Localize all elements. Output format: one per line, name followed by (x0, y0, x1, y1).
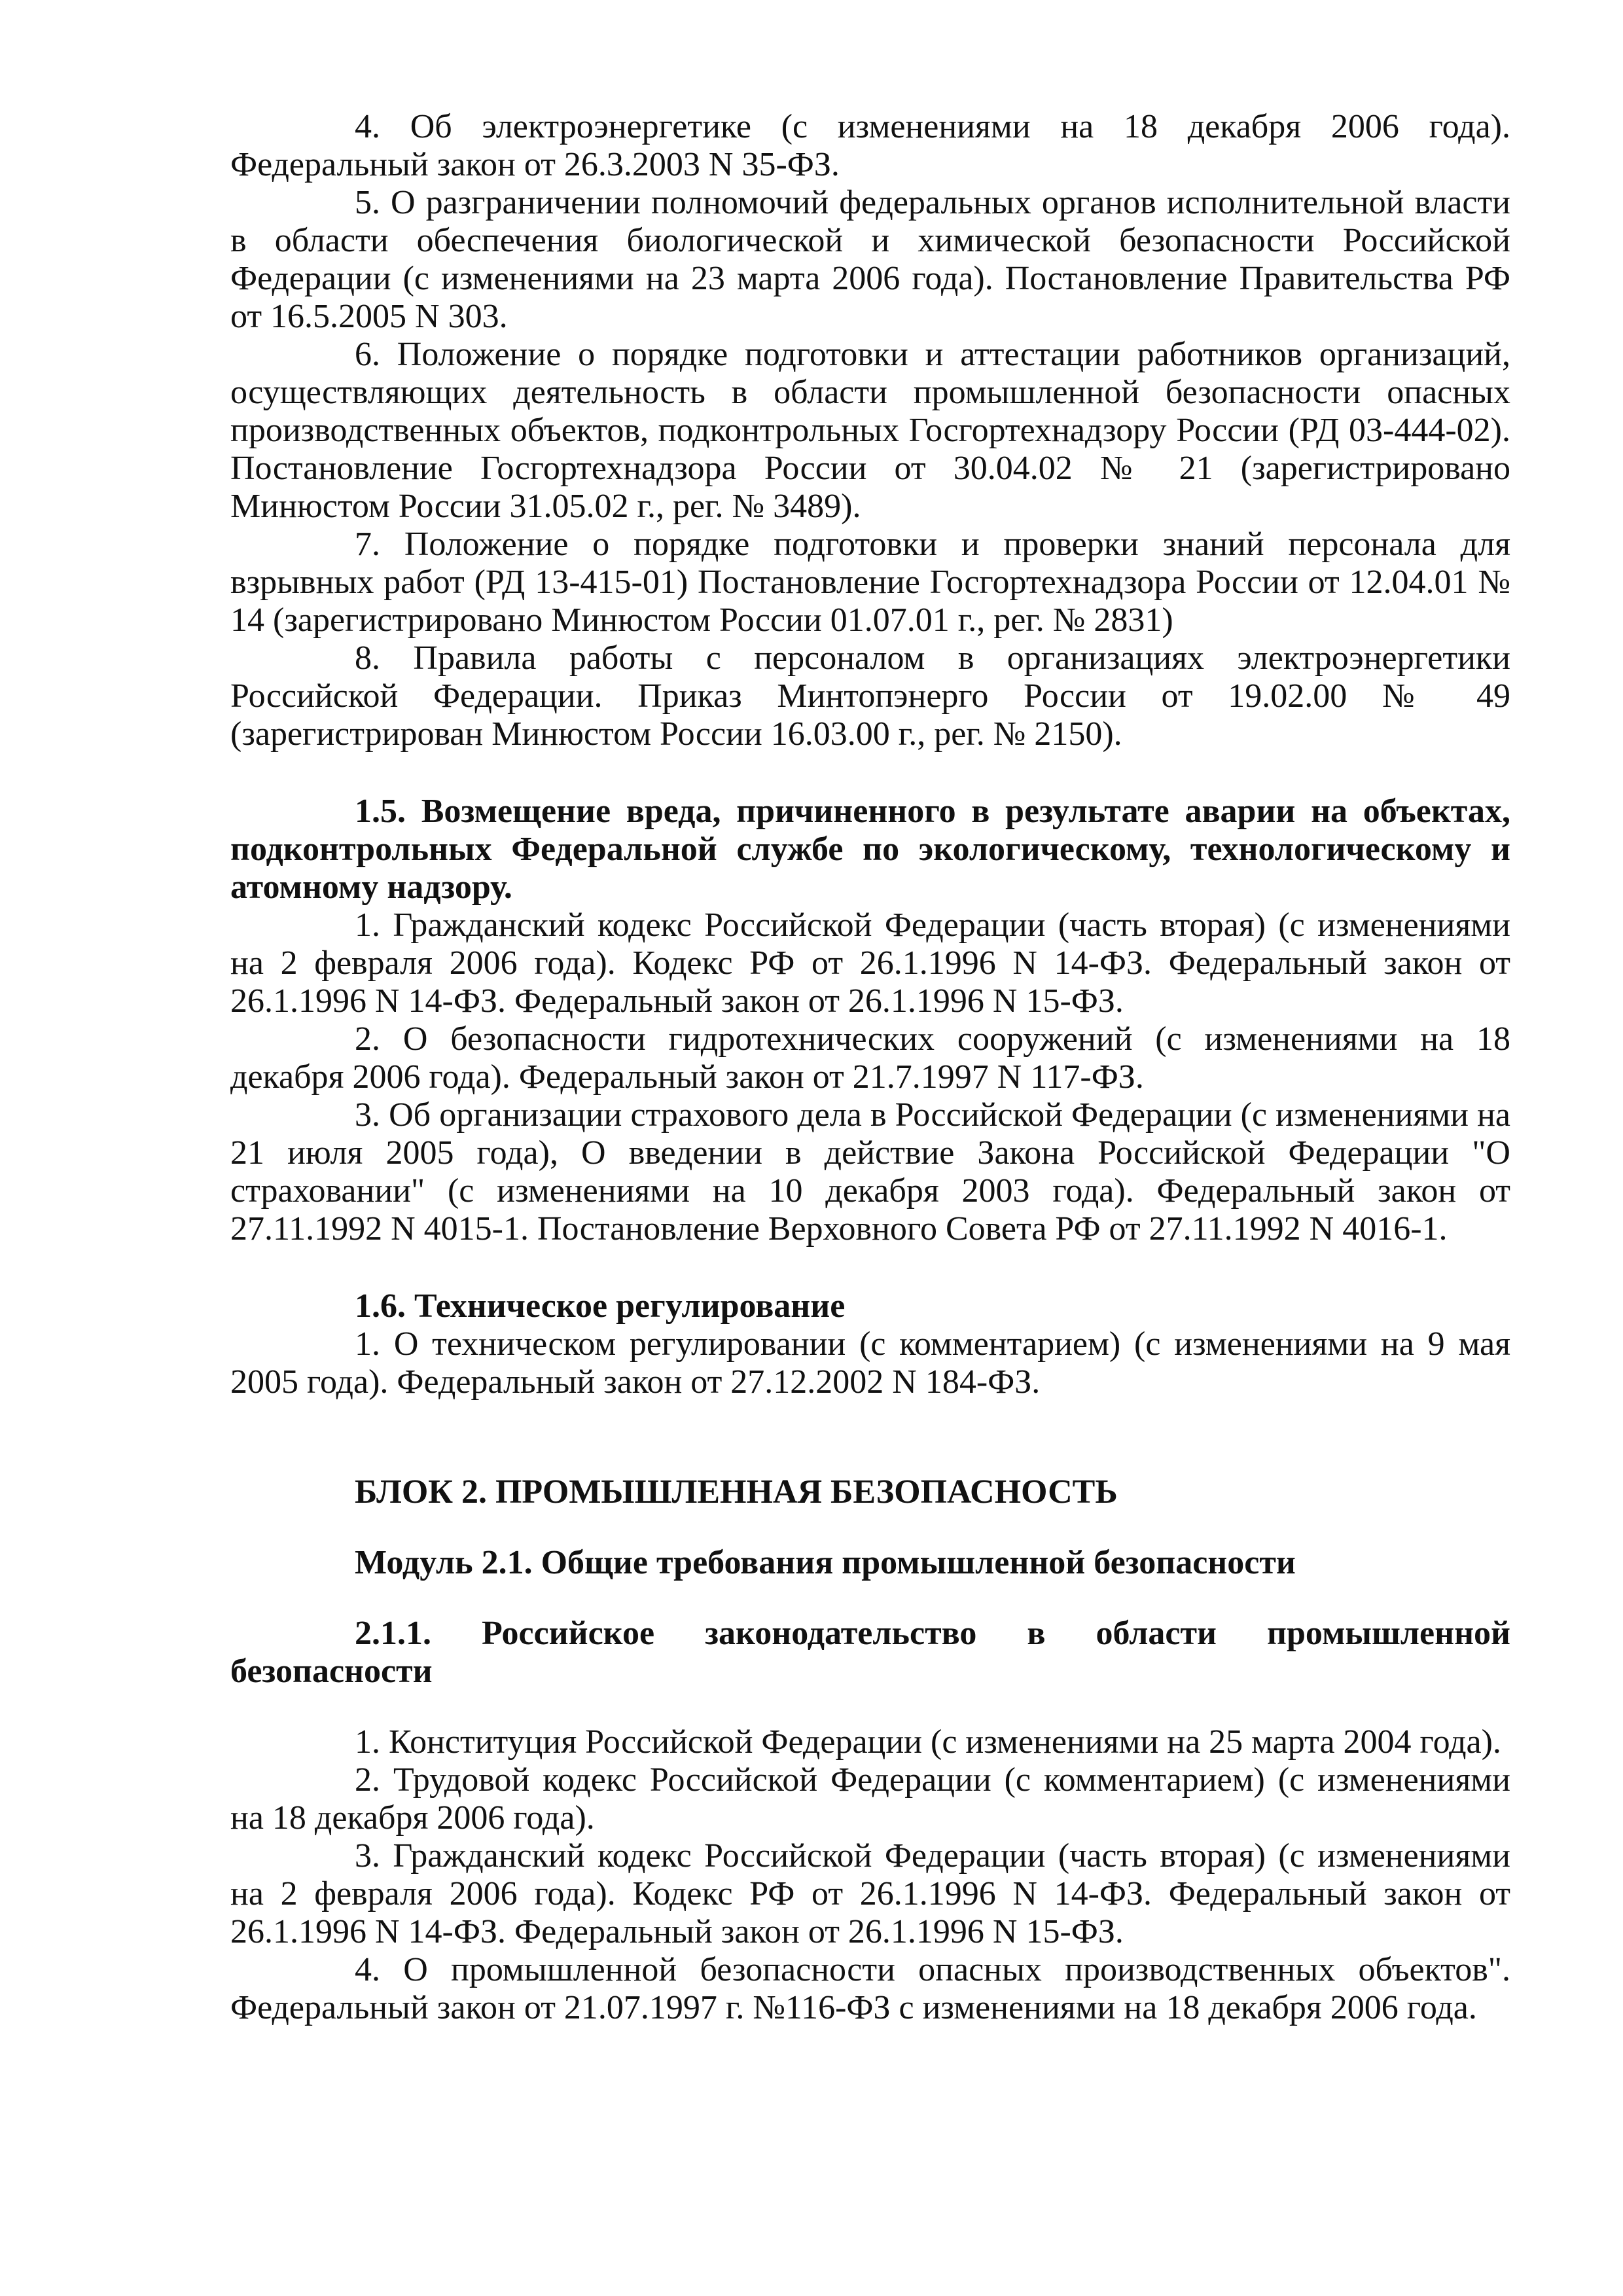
spacer (230, 1582, 1510, 1615)
list-item: 1. О техническом регулировании (с комментарием) (с изменениями на 9 мая 2005 года). Федеральный закон от 27.12.2002 N 184-ФЗ. (230, 1325, 1510, 1401)
list-item: 1. Конституция Российской Федерации (с изменениями на 25 марта 2004 года). (355, 1723, 1501, 1761)
list-item: 1. Гражданский кодекс Российской Федерации (часть вторая) (с изменениями на 2 февраля 2006 года). Кодекс РФ от 26.1.1996 N 14-ФЗ. Федеральный закон от 26.1.1996 N 14-ФЗ. Федеральный закон от 26.1.1996 N 15-ФЗ. (230, 906, 1510, 1020)
section-heading-1-5: 1.5. Возмещение вреда, причиненного в результате аварии на объектах, подконтрольных Федеральной службе по экологическому, технологическому и атомному надзору. (230, 793, 1510, 906)
spacer (230, 1511, 1510, 1544)
spacer (230, 1691, 1510, 1723)
list-item: 5. О разграничении полномочий федеральных органов исполнительной власти в области обеспечения биологической и химической безопасности Российской Федерации (с изменениями на 23 марта 2006 года). Постановление Правительства РФ от 16.5.2005 N 303. (230, 184, 1510, 335)
module-heading: Модуль 2.1. Общие требования промышленной безопасности (355, 1544, 1296, 1581)
spacer (230, 753, 1510, 793)
list-item: 2. Трудовой кодекс Российской Федерации (с комментарием) (с изменениями на 18 декабря 2006 года). (230, 1761, 1510, 1837)
section-heading-1-6: 1.6. Техническое регулирование (355, 1287, 846, 1325)
spacer (230, 1248, 1510, 1287)
block-heading: БЛОК 2. ПРОМЫШЛЕННАЯ БЕЗОПАСНОСТЬ (355, 1473, 1118, 1511)
list-item: 3. Об организации страхового дела в Российской Федерации (с изменениями на 21 июля 2005 года), О введении в действие Закона Российской Федерации "О страховании" (с изменениями на 10 декабря 2003 года). Федеральный закон от 27.11.1992 N 4015-1. Постановление Верховного Совета РФ от 27.11.1992 N 4016-1. (230, 1096, 1510, 1247)
document-page (230, 108, 1510, 2027)
subsection-heading: 2.1.1. Российское законодательство в области промышленной безопасности (230, 1615, 1510, 1690)
list-item: 8. Правила работы с персоналом в организациях электроэнергетики Российской Федерации. Приказ Минтопэнерго России от 19.02.00 № 49 (зарегистрирован Минюстом России 16.03.00 г., рег. № 2150). (230, 639, 1510, 753)
list-item: 4. О промышленной безопасности опасных производственных объектов". Федеральный закон от 21.07.1997 г. №116-ФЗ с изменениями на 18 декабря 2006 года. (230, 1951, 1510, 2026)
list-item: 3. Гражданский кодекс Российской Федерации (часть вторая) (с изменениями на 2 февраля 2006 года). Кодекс РФ от 26.1.1996 N 14-ФЗ. Федеральный закон от 26.1.1996 N 14-ФЗ. Федеральный закон от 26.1.1996 N 15-ФЗ. (230, 1837, 1510, 1950)
list-item: 6. Положение о порядке подготовки и аттестации работников организаций, осуществляющих деятельность в области промышленной безопасности опасных производственных объектов, подконтрольных Госгортехнадзору России (РД 03-444-02). Постановление Госгортехнадзора России от 30.04.02 № 21 (зарегистрировано Минюстом России 31.05.02 г., рег. № 3489). (230, 336, 1510, 525)
list-item: 2. О безопасности гидротехнических сооружений (с изменениями на 18 декабря 2006 года). Федеральный закон от 21.7.1997 N 117-ФЗ. (230, 1020, 1510, 1096)
spacer (230, 1401, 1510, 1473)
list-item: 7. Положение о порядке подготовки и проверки знаний персонала для взрывных работ (РД 13-415-01) Постановление Госгортехнадзора России от 12.04.01 № 14 (зарегистрировано Минюстом России 01.07.01 г., рег. № 2831) (230, 526, 1510, 639)
list-item: 4. Об электроэнергетике (с изменениями на 18 декабря 2006 года). Федеральный закон от 26.3.2003 N 35-ФЗ. (230, 108, 1510, 183)
